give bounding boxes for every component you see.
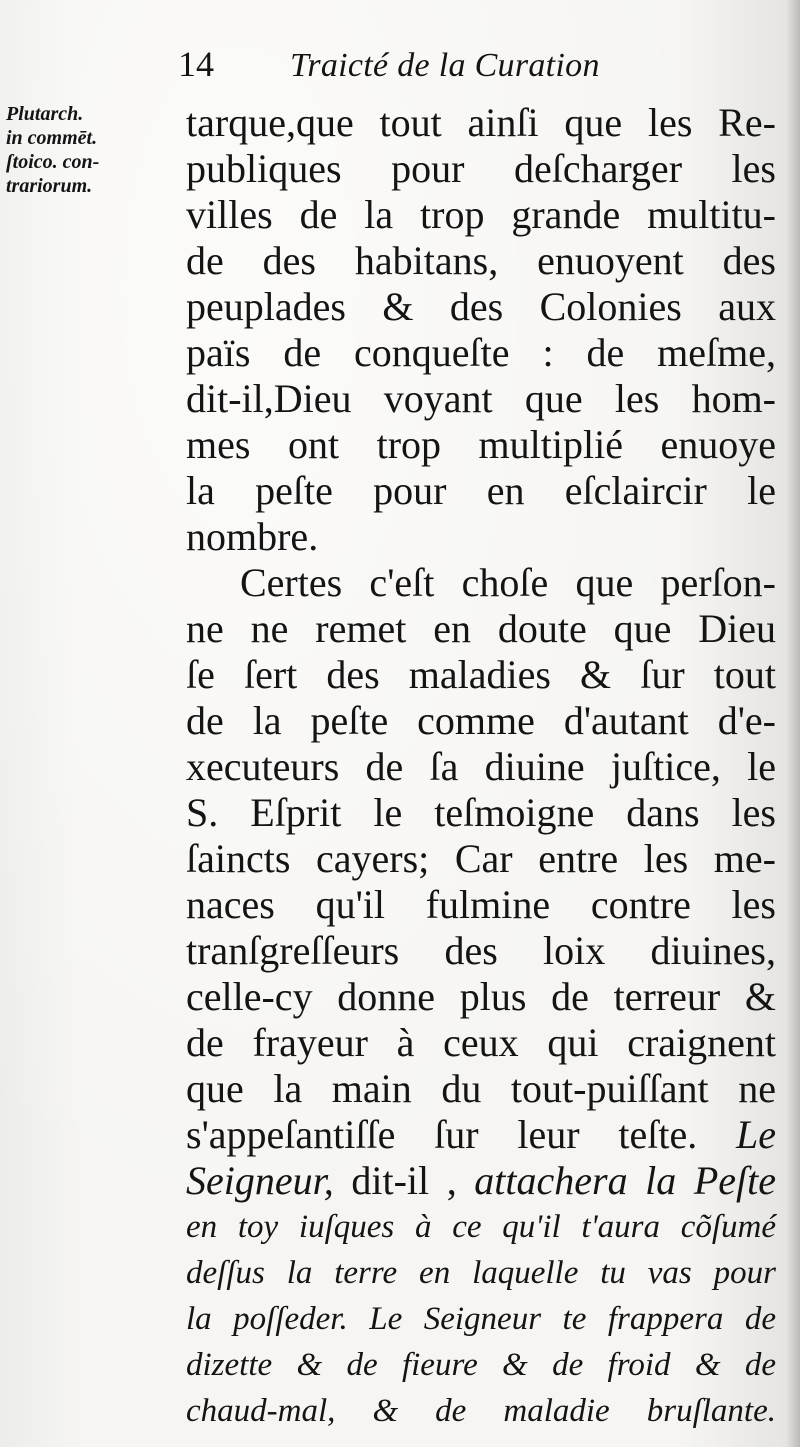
text-line: naces qu'il fulmine contre les [186, 882, 776, 927]
italic-line: deſſus la terre en laquelle tu vas pour [186, 1255, 776, 1291]
text-line: publiques pour deſcharger les [186, 146, 776, 191]
text-line-mixed [186, 1112, 776, 1158]
margin-note-line: trariorum. [6, 175, 93, 197]
text-line: de des habitans, enuoyent des [186, 238, 776, 283]
italic-line: en toy iuſques à ce qu'il t'aura cõſumé [186, 1209, 776, 1245]
paragraph-start-line: Certes c'eſt choſe que perſon- [240, 560, 776, 605]
text-line: ſe ſert des maladies & ſur tout [186, 652, 776, 697]
text-line: xecuteurs de ſa diuine juſtice, le [186, 744, 776, 789]
margin-note-line: ſtoico. con- [6, 151, 100, 173]
page-header [178, 40, 648, 94]
italic-segment: Seigneur, [186, 1158, 334, 1203]
text-line: que la main du tout-puiſſant ne [186, 1066, 776, 1111]
text-line: mes ont trop multiplié enuoye [186, 422, 776, 467]
margin-note-line: in commēt. [6, 127, 98, 149]
italic-line: dizette & de fieure & de froid & de [186, 1347, 776, 1383]
text-line: peuplades & des Colonies aux [186, 284, 776, 329]
text-line: tarque,que tout ainſi que les Re- [186, 100, 776, 145]
text-line: S. Eſprit le teſmoigne dans les [186, 790, 776, 835]
main-text [186, 100, 776, 1434]
text-line: ne ne remet en doute que Dieu [186, 606, 776, 651]
margin-note-line: Plutarch. [6, 103, 84, 125]
text-line: dit-il,Dieu voyant que les hom- [186, 376, 776, 421]
text-line: de la peſte comme d'autant d'e- [186, 698, 776, 743]
text-line: tranſgreſſeurs des loix diuines, [186, 928, 776, 973]
running-title: Traicté de la Curation [290, 47, 600, 84]
marginal-note [6, 102, 182, 198]
italic-line: la poſſeder. Le Seigneur te frappera de [186, 1301, 776, 1337]
text-segment: dit-il , [351, 1158, 457, 1203]
italic-line: chaud-mal, & de maladie bruſlante. [186, 1393, 776, 1429]
text-line: villes de la trop grande multitu- [186, 192, 776, 237]
page-number: 14 [178, 44, 214, 84]
italic-segment: attachera la Peſte [474, 1158, 777, 1203]
text-line: de frayeur à ceux qui craignent [186, 1020, 776, 1065]
text-line: celle-cy donne plus de terreur & [186, 974, 776, 1019]
italic-segment: Le [736, 1112, 776, 1157]
text-line-mixed [186, 1158, 776, 1204]
text-line: païs de conqueſte : de meſme, [186, 330, 776, 375]
text-line: nombre. [186, 514, 319, 559]
text-line: ſaincts cayers; Car entre les me- [186, 836, 776, 881]
text-line: la peſte pour en eſclaircir le [186, 468, 776, 513]
text-segment: s'appeſantiſſe ſur leur teſte. [186, 1112, 698, 1157]
